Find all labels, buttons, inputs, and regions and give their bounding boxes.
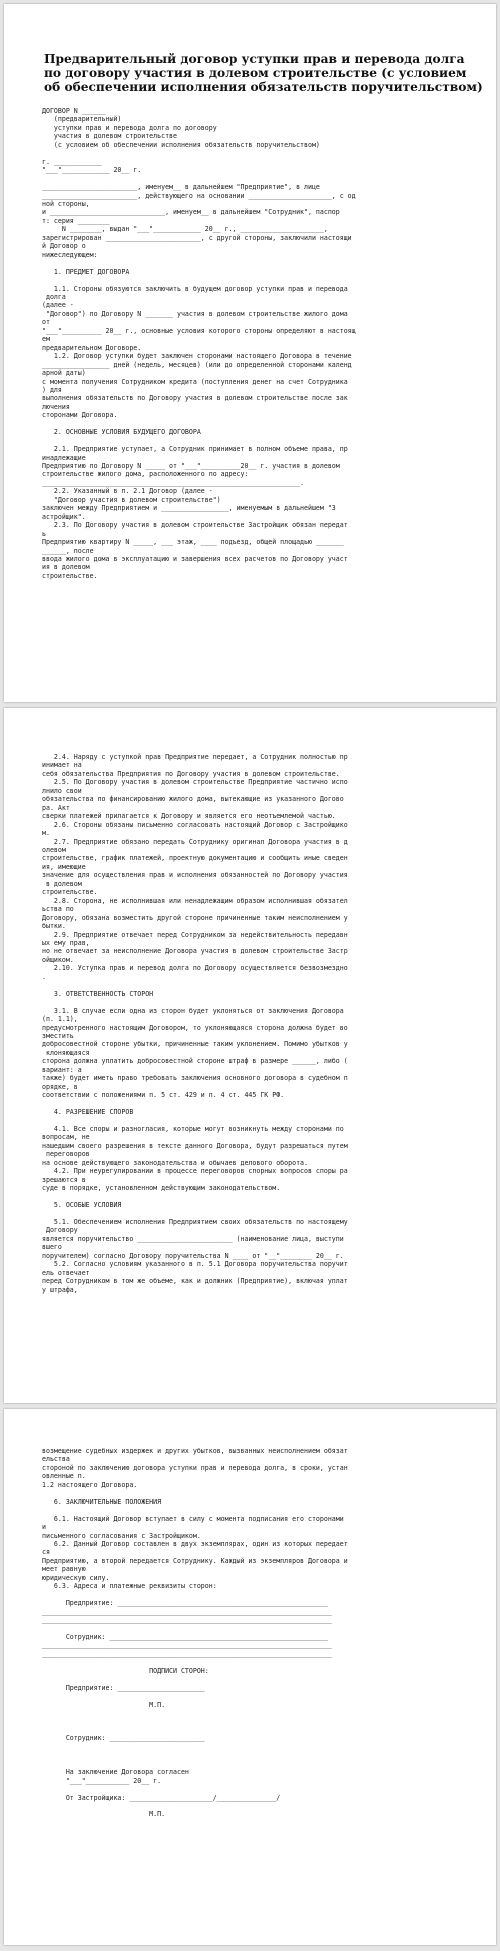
document-title [44,52,483,94]
text-line: ______, после [42,546,94,555]
text-line [42,1658,462,1666]
text-line: от [42,318,50,327]
document-page-1 [4,4,496,702]
text-line: ________________________, именуем__ в дальнейшем "Предприятие", в лице [42,183,320,192]
text-line: юридическую силу. [42,1573,110,1582]
text-line: и [42,1523,46,1532]
text-line: ельства [42,1455,70,1464]
text-line: ________________________, действующего на основании _____________________, с од [42,191,356,200]
text-line: ия в долевом [42,563,90,572]
text-line [42,981,462,989]
text-line: ем [42,335,50,344]
text-line: _________________________________________________________________________ [42,1641,332,1650]
text-line: 2.1. Предприятие уступает, а Сотрудник принимает в полном объеме права, пр [42,445,348,454]
text-line: сторона должна уплатить добросовестной стороне штраф в размере ______, либо ( [42,1057,348,1066]
text-line: лючения [42,402,70,411]
text-line: значение для осуществления прав и исполнения обязанностей по Договору участия [42,871,348,880]
text-line: 2. ОСНОВНЫЕ УСЛОВИЯ БУДУЩЕГО ДОГОВОРА [42,428,201,437]
text-line: вариант: а [42,1065,82,1074]
text-line: _________________________________________________________________________ [42,1616,332,1625]
page-1-body-text [42,107,462,580]
text-line: 3. ОТВЕТСТВЕННОСТЬ СТОРОН [42,989,154,998]
text-line: орядке, в [42,1082,78,1091]
text-line [42,276,462,284]
text-line: Предприятие: ______________________ [42,1683,205,1692]
text-line: и _____________________________, именуем__ в дальнейшем "Сотрудник", паспор [42,208,340,217]
text-line: поручителем) согласно Договору поручительства N ____ от "__"________ 20__ г. [42,1251,344,1260]
text-line: 2.5. По Договору участия в долевом строительстве Предприятие частично испо [42,778,348,787]
text-line: 5.1. Обеспечением исполнения Предприятием своих обязательств по настоящему [42,1217,348,1226]
text-line: _________________ дней (недель, месяцев) (или до определенной сторонами календ [42,360,352,369]
text-line: предварительном Договоре. [42,343,142,352]
text-line: г. ____________ [42,157,102,166]
text-line: бытки. [42,922,66,931]
text-line [42,1193,462,1201]
text-line: ия, имеющие [42,862,86,871]
text-line [42,1743,462,1751]
text-line: с момента получения Сотрудником кредита (поступления денег на счет Сотрудника [42,377,348,386]
text-line: ра. Акт [42,803,70,812]
text-line: 1. ПРЕДМЕТ ДОГОВОРА [42,267,130,276]
text-line: ДОГОВОР N ______ [42,107,106,115]
text-line: ьства по [42,905,74,914]
text-line: клоняющаяся [42,1048,90,1057]
text-line: 2.9. Предприятие отвечает перед Сотрудником за недействительность передавн [42,930,348,939]
text-line [42,437,462,445]
text-line: 3.1. В случае если одна из сторон будет уклоняться от заключения Договора [42,1006,344,1015]
text-line: зарегистрирован ________________________, с другой стороны, заключили настоящи [42,233,352,242]
page-2-body-text [42,753,462,1294]
text-line [42,1506,462,1514]
text-line: себя обязательства Предприятия по Договору участия в долевом строительстве. [42,769,340,778]
text-line: также) будет иметь право требовать заключения основного договора в судебном п [42,1074,348,1083]
text-line: суде в порядке, установленном действующим законодательством. [42,1184,281,1193]
text-line: 5.2. Согласно условиям указанного в п. 5.1 Договора поручительства поручит [42,1260,348,1269]
text-line: Договору, обязана возместить другой стороне причиненные таким неисполнением у [42,913,348,922]
text-line: строительстве жилого дома, расположенного по адресу: [42,470,249,479]
text-line [42,420,462,428]
text-line [42,1489,462,1497]
text-line: ной стороны, [42,199,90,208]
text-line: ПОДПИСИ СТОРОН: [42,1666,209,1675]
text-line: вшего [42,1243,62,1252]
document-page-3 [4,1409,496,1945]
text-line: сторонами Договора. [42,411,118,420]
text-line [42,149,462,157]
text-line: (далее - [42,301,74,310]
text-line: 1.2 настоящего Договора. [42,1480,138,1489]
text-line: нашедшим своего разрешения в тексте данного Договора, будут разрешаться путем [42,1141,348,1150]
text-line: но не отвечает за неисполнение Договора участия в долевом строительстве Застр [42,947,348,956]
text-line [42,1116,462,1124]
text-line: Предприятию, а второй передается Сотруднику. Каждый из экземпляров Договора и [42,1556,348,1565]
text-line: арной даты) [42,369,86,378]
text-line: 4.2. При неурегулировании в процессе переговоров спорных вопросов споры ра [42,1167,348,1176]
text-line: 4. РАЗРЕШЕНИЕ СПОРОВ [42,1108,134,1117]
text-line [42,175,462,183]
text-line: в долевом [42,879,82,888]
text-line: астройщик". [42,512,86,521]
text-line: зрешаются в [42,1175,86,1184]
text-line: лнило свои [42,786,82,795]
text-line [42,1675,462,1683]
text-line: 4.1. Все споры и разногласия, которые могут возникнуть между сторонами по [42,1124,344,1133]
text-line: вопросам, не [42,1133,90,1142]
text-line: участия в долевом строительстве [42,132,177,141]
text-line [42,1591,462,1599]
text-line: М.П. [42,1810,166,1819]
text-line: Предприятие: _____________________________________________________ [42,1599,328,1608]
text-line: уступки прав и перевода долга по договору [42,123,217,132]
text-line: ель отвечает [42,1268,90,1277]
text-line: инадлежащие [42,453,86,462]
text-line: стороной по заключению договора уступки прав и перевода долга, в сроки, устан [42,1463,348,1472]
text-line: ь [42,529,46,538]
text-line: _________________________________________________________________. [42,478,305,487]
text-line: (п. 1.1), [42,1015,78,1024]
document-page-2 [4,708,496,1403]
text-line: На заключение Договора согласен [42,1768,189,1777]
text-line: строительстве. [42,888,98,897]
text-line [42,1709,462,1717]
text-line [42,1209,462,1217]
text-line: 2.10. Уступка прав и перевод долга по Договору осуществляется безвозмездно [42,964,348,973]
text-line: (с условием об обеспечении исполнения обязательств поручительством) [42,140,320,149]
text-line: ввода жилого дома в эксплуатацию и завершения всех расчетов по Договору участ [42,555,348,564]
text-line: добросовестной стороне убытки, причиненные таким уклонением. Помимо убытков у [42,1040,348,1049]
text-line [42,1100,462,1108]
text-line: _________________________________________________________________________ [42,1607,332,1616]
text-line: 2.3. По Договору участия в долевом строительстве Застройщик обязан передат [42,521,348,530]
text-line: От Застройщика: _____________________/_______________/ [42,1793,281,1802]
text-line: возмещение судебных издержек и других убытков, вызванных неисполнением обязат [42,1447,348,1455]
title-line-1: Предварительный договор уступки прав и перевода долга [44,52,465,66]
text-line: 2.6. Стороны обязаны письменно согласовать настоящий Договор с Застройщико [42,820,348,829]
text-line [42,1785,462,1793]
text-line [42,1718,462,1726]
text-line: олевом [42,845,66,854]
text-line: 6.3. Адреса и платежные реквизиты сторон: [42,1582,217,1591]
text-line: _________________________________________________________________________ [42,1649,332,1658]
text-line: заключен между Предприятием и _________________, именуемым в дальнейшем "З [42,504,336,513]
text-line: является поручительство ________________________ (наименование лица, выступи [42,1234,344,1243]
text-line: ) для [42,385,62,394]
text-line: строительстве, график платежей, проектную документацию и сообщить иные сведен [42,854,348,863]
text-line [42,1751,462,1759]
text-line: ых ему прав, [42,938,90,947]
text-line: м. [42,829,50,838]
text-line: "___"____________ 20__ г. [42,166,142,175]
text-line: Сотрудник: ________________________ [42,1734,205,1743]
text-line: . [42,972,46,981]
text-line: письменного согласования с Застройщиком. [42,1531,201,1540]
text-line: Предприятию по Договору N _____ от "___"__________20__ г. участия в долевом [42,462,340,471]
page-3-body-text [42,1447,462,1819]
text-line: ойщиком. [42,955,74,964]
text-line [42,1726,462,1734]
text-line: 2.8. Сторона, не исполнившая или ненадлежащим образом исполнившая обязател [42,896,348,905]
text-line: 2.4. Наряду с уступкой прав Предприятие передает, а Сотрудник полностью пр [42,753,348,761]
text-line: обязательства по финансированию жилого дома, вытекающие из указанного Догово [42,795,344,804]
text-line: "Договор") по Договору N _______ участия в долевом строительстве жилого дома [42,309,348,318]
text-line: 1.2. Договор уступки будет заключен сторонами настоящего Договора в течение [42,352,352,361]
text-line: 2.2. Указанный в п. 2.1 Договор (далее - [42,487,213,496]
text-line: на основе действующего законодательства и обычаев делового оборота. [42,1158,308,1167]
text-line: (предварительный) [42,115,122,124]
text-line: переговоров [42,1150,90,1159]
text-line: нижеследующем: [42,250,98,259]
title-line-3: об обеспечении исполнения обязательств поручительством) [44,80,483,94]
title-line-2: по договору участия в долевом строительстве (с условием [44,66,467,80]
text-line: сверки платежей прилагается к Договору и является его неотъемлемой частью. [42,812,336,821]
text-line [42,1692,462,1700]
text-line: "___"__________ 20__ г., основные условия которого стороны определяют в настоящ [42,326,356,335]
text-line: инимает на [42,761,82,770]
text-line: "Договор участия в долевом строительстве") [42,495,221,504]
text-line [42,259,462,267]
text-line [42,998,462,1006]
text-line: долга [42,292,66,301]
text-line [42,1802,462,1810]
text-line: т: серия ________ [42,216,110,225]
text-line: Договору [42,1226,78,1235]
text-line: овленные п. [42,1472,86,1481]
text-line: й Договор о [42,242,86,251]
text-line: ся [42,1548,50,1557]
text-line: 5. ОСОБЫЕ УСЛОВИЯ [42,1201,122,1210]
text-line: М.П. [42,1700,166,1709]
text-line: 6.1. Настоящий Договор вступает в силу с момента подписания его сторонами [42,1514,344,1523]
text-line: "___"___________ 20__ г. [42,1776,162,1785]
text-line: у штрафа, [42,1285,78,1294]
text-line: перед Сотрудником в том же объеме, как и должник (Предприятие), включая уплат [42,1277,348,1286]
text-line: строительстве. [42,571,98,580]
text-line [42,1625,462,1633]
text-line: соответствии с положениями п. 5 ст. 429 и п. 4 ст. 445 ГК РФ. [42,1091,285,1100]
text-line: меет равную [42,1565,86,1574]
text-line [42,1760,462,1768]
text-line: зместить [42,1031,74,1040]
text-line: 1.1. Стороны обязуются заключить в будущем договор уступки прав и перевода [42,284,348,293]
text-line: Предприятию квартиру N _____, ___ этаж, ____ подъезд, общей площадью _______ [42,538,344,547]
text-line: N ________, выдан "___"____________ 20__ г., _____________________, [42,225,328,234]
text-line: 6.2. Данный Договор составлен в двух экземплярах, один из которых передает [42,1539,348,1548]
text-line: 2.7. Предприятие обязано передать Сотруднику оригинал Договора участия в д [42,837,348,846]
text-line: 6. ЗАКЛЮЧИТЕЛЬНЫЕ ПОЛОЖЕНИЯ [42,1497,162,1506]
text-line: Сотрудник: _______________________________________________________ [42,1632,328,1641]
text-line: предусмотренного настоящим Договором, то уклоняющаяся сторона должна будет во [42,1023,348,1032]
text-line: выполнения обязательств по Договору участия в долевом строительстве после зак [42,394,348,403]
